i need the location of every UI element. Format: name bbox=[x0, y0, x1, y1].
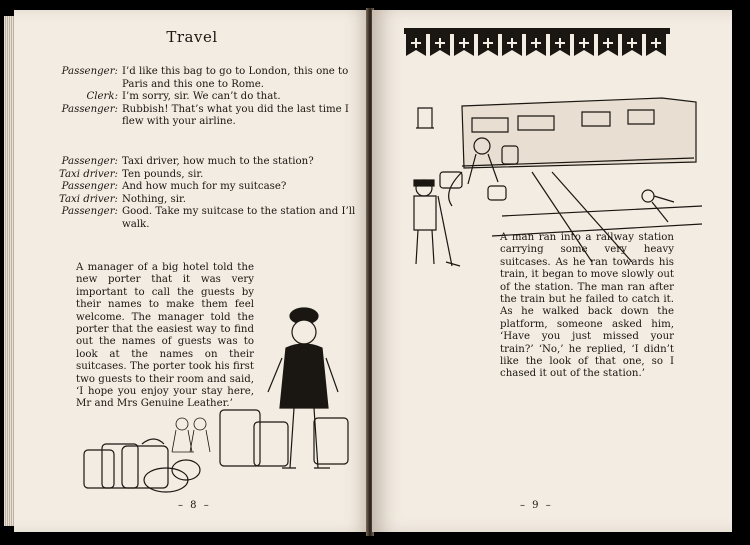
speaker-label: Taxi driver: bbox=[58, 193, 118, 205]
speaker-label: Clerk: bbox=[86, 91, 118, 103]
dialogue-line: Nothing, sir. bbox=[122, 193, 186, 205]
page-number: – 9 – bbox=[520, 500, 553, 511]
dialogue-row bbox=[36, 156, 362, 169]
speaker-label: Passenger: bbox=[61, 156, 118, 167]
dialogue-row bbox=[36, 66, 362, 91]
dialogue-row bbox=[36, 206, 362, 231]
dialogue-line: And how much for my suitcase? bbox=[122, 181, 287, 193]
porter-illustration bbox=[242, 302, 362, 482]
bunting-header bbox=[404, 28, 674, 68]
speaker-label: Passenger: bbox=[61, 66, 118, 77]
dialogue-line: Ten pounds, sir. bbox=[122, 168, 204, 180]
left-page bbox=[14, 10, 370, 532]
page-number: – 8 – bbox=[178, 500, 211, 511]
page-title: Travel bbox=[166, 28, 218, 46]
airline-dialogue bbox=[36, 66, 362, 129]
dialogue-line: I’d like this bag to go to London, this one to Paris and this one to Rome. bbox=[122, 66, 349, 90]
speaker-label: Passenger: bbox=[61, 206, 118, 218]
railway-story: A man ran into a railway station carrying some very heavy suitcases. As he ran towards his train, it began to move slowly out of the station. The man ran after the train but he failed to catch it. As he walked back down the platform, someone asked him, ‘Have you just missed your train?’ ‘No,’ he replied, ‘I didn’t like the look of that one, so I chased it out of the station.’ bbox=[500, 232, 674, 380]
speaker-label: Passenger: bbox=[61, 103, 118, 115]
dialogue-row bbox=[36, 194, 362, 207]
dialogue-line: Rubbish! That’s what you did the last time I flew with your airline. bbox=[122, 103, 349, 128]
speaker-label: Passenger: bbox=[61, 181, 118, 193]
dialogue-row bbox=[36, 91, 362, 104]
dialogue-line: Good. Take my suitcase to the station and I’ll walk. bbox=[122, 206, 356, 230]
speaker-label: Taxi driver: bbox=[58, 168, 118, 180]
taxi-dialogue bbox=[36, 156, 362, 232]
right-page bbox=[372, 10, 732, 532]
hotel-story: A manager of a big hotel told the new porter that it was very important to call the guests by their names to make them feel welcome. The manager told the porter that the easiest way to find out the names of guests was to look at the names on their suitcases. The porter took his first two guests to their room and said, ‘I hope you enjoy your stay here, Mr and Mrs Genuine Leather.’ bbox=[76, 262, 254, 410]
dialogue-line: Taxi driver, how much to the station? bbox=[122, 156, 314, 167]
dialogue-row bbox=[36, 104, 362, 129]
dialogue-row bbox=[36, 169, 362, 182]
dialogue-row bbox=[36, 181, 362, 194]
dialogue-line: I’m sorry, sir. We can’t do that. bbox=[122, 91, 281, 103]
